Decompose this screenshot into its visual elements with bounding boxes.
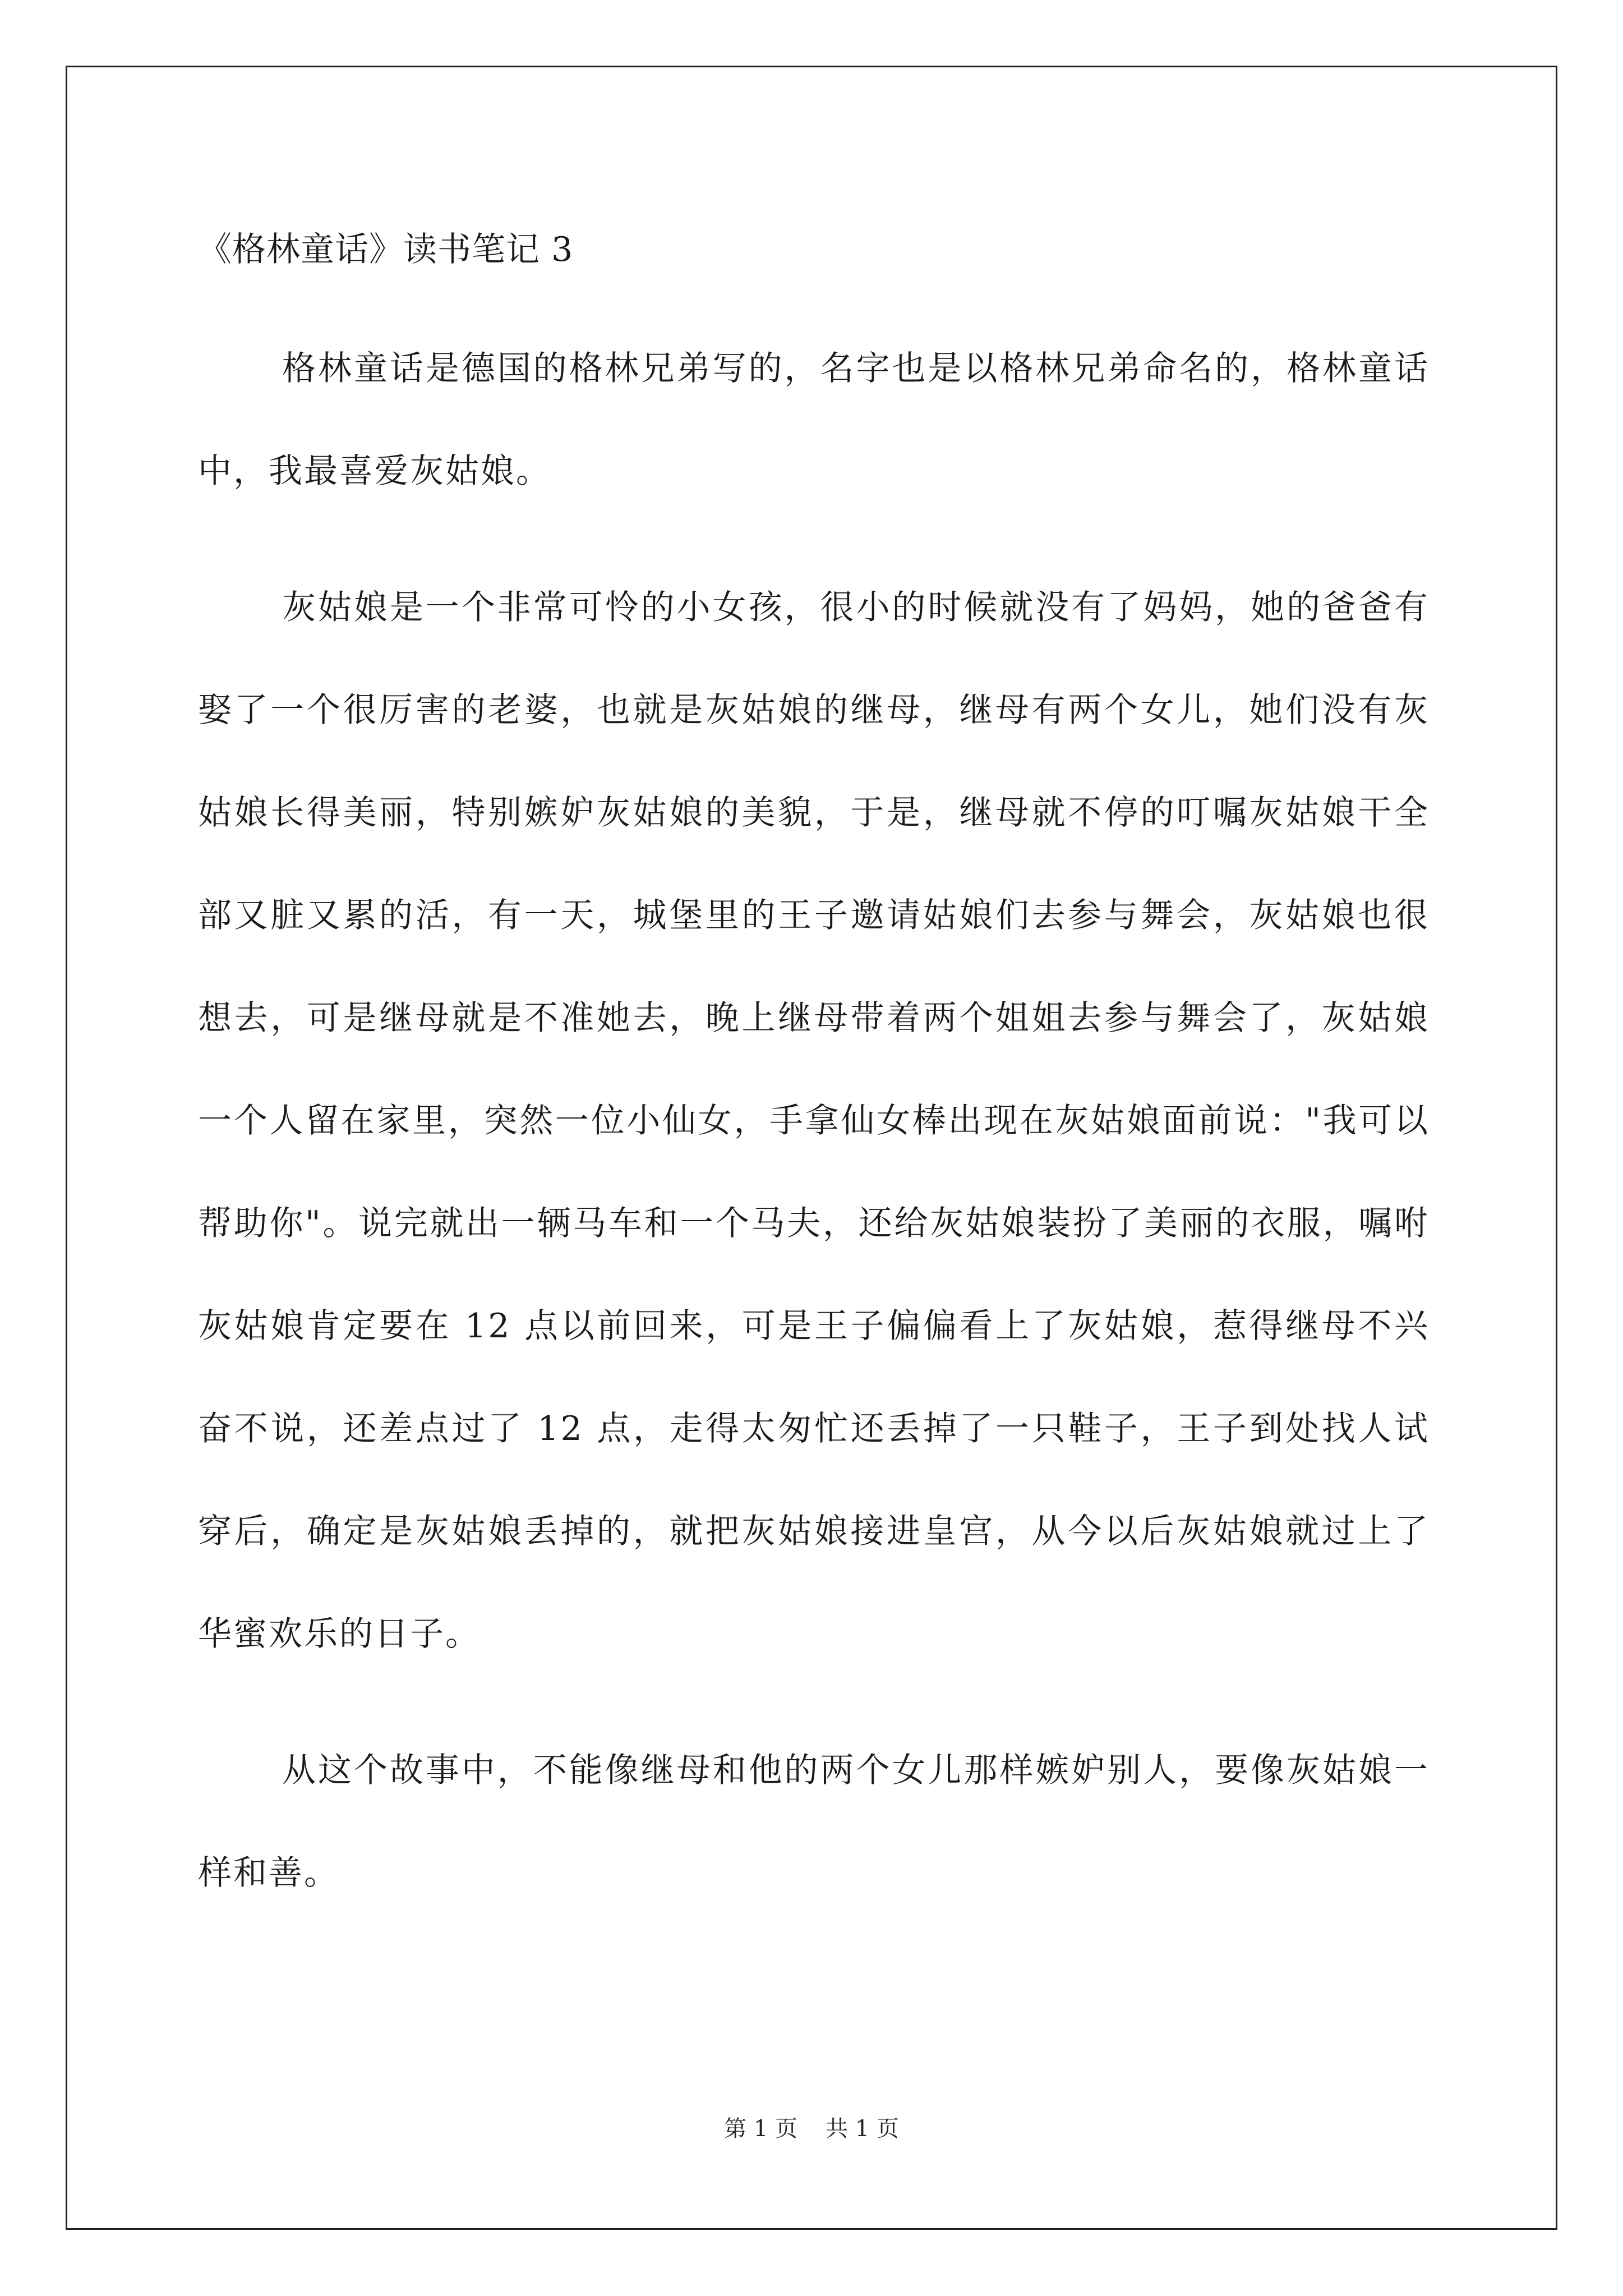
paragraph-3: 从这个故事中，不能像继母和他的两个女儿那样嫉妒别人，要像灰姑娘一样和善。 (198, 1751, 1430, 1893)
page-number: 第 1 页 (724, 2116, 797, 2142)
page-footer (0, 2112, 1623, 2146)
paragraph-2: 灰姑娘是一个非常可怜的小女孩，很小的时候就没有了妈妈，她的爸爸有娶了一个很厉害的老婆，也就是灰姑娘的继母，继母有两个女儿，她们没有灰姑娘长得美丽，特别嫉妒灰姑娘的美貌，于是，继母就不停的叮嘱灰姑娘干全部又脏又累的活，有一天，城堡里的王子邀请姑娘们去参与舞会，灰姑娘也很想去，可是继母就是不准她去，晚上继母带着两个姐姐去参与舞会了，灰姑娘一个人留在家里，突然一位小仙女，手拿仙女棒出现在灰姑娘面前说："我可以帮助你"。说完就出一辆马车和一个马夫，还给灰姑娘装扮了美丽的衣服，嘱咐灰姑娘肯定要在 12 点以前回来，可是王子偏偏看上了灰姑娘，惹得继母不兴奋不说，还差点过了 12 点，走得太匆忙还丢掉了一只鞋子，王子到处找人试穿后，确定是灰姑娘丢掉的，就把灰姑娘接进皇宫，从今以后灰姑娘就过上了华蜜欢乐的日子。 (198, 588, 1430, 1654)
document-body (198, 318, 1430, 1958)
paragraph-1: 格林童话是德国的格林兄弟写的，名字也是以格林兄弟命名的，格林童话中，我最喜爱灰姑娘。 (198, 349, 1430, 491)
page-total: 共 1 页 (826, 2116, 899, 2142)
document-title: 《格林童话》读书笔记 3 (198, 230, 574, 269)
